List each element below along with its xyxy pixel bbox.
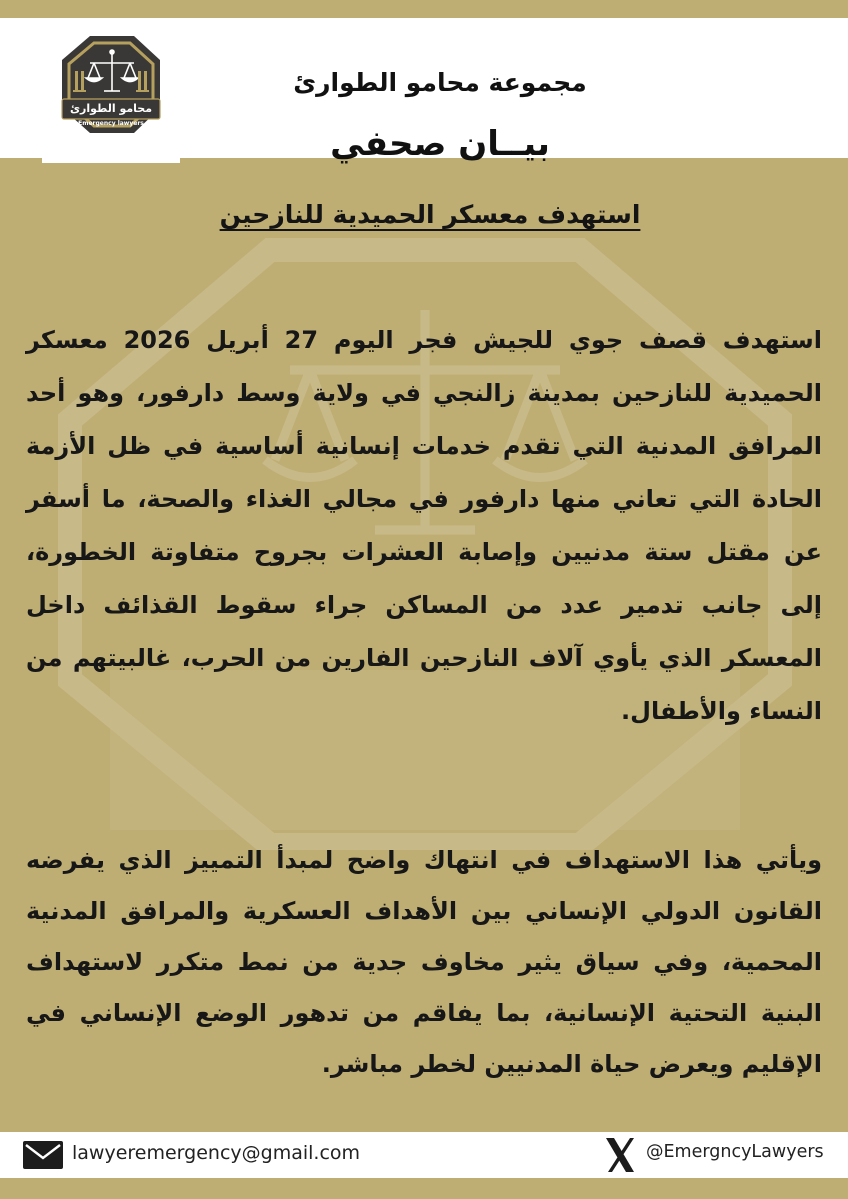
shield-logo-icon xyxy=(42,23,180,163)
logo-english-text: Emergency lawyers xyxy=(78,120,144,127)
x-logo-icon xyxy=(603,1136,637,1174)
headline: استهدف معسكر الحميدية للنازحين xyxy=(219,200,641,229)
logo-arabic-text: محامو الطوارئ xyxy=(69,102,153,115)
header-band xyxy=(0,18,848,164)
bottom-band xyxy=(0,1178,848,1199)
organization-name: مجموعة محامو الطوارئ xyxy=(293,68,587,97)
contact-email[interactable]: lawyeremergency@gmail.com xyxy=(72,1142,361,1164)
body-paragraph-2: ويأتي هذا الاستهداف في انتهاك واضح لمبدأ التمييز الذي يفرضه القانون الدولي الإنساني بين الأهداف العسكرية والمرافق المدنية المحمية، وفي سياق يثير مخاوف جدية من نمط متكرر لاستهداف البنية التحتية الإنسانية، بما يفاقم من تدهور الوضع الإنساني في الإقليم ويعرض حياة المدنيين لخطر مباشر. xyxy=(26,846,822,1078)
body-paragraph-1: استهدف قصف جوي للجيش فجر اليوم 27 أبريل 2026 معسكر الحميدية للنازحين بمدينة زالنجي في ولاية وسط دارفور، وهو أحد المرافق المدنية التي تقدم خدمات إنسانية أساسية في ظل الأزمة الحادة التي تعاني منها دارفور في مجالي الغذاء والصحة، ما أسفر عن مقتل ستة مدنيين وإصابة العشرات بجروح متفاوتة الخطورة، إلى جانب تدمير عدد من المساكن جراء سقوط القذائف داخل المعسكر الذي يأوي آلاف النازحين الفارين من الحرب، غالبيتهم من النساء والأطفال. xyxy=(26,326,823,725)
mail-icon xyxy=(22,1139,64,1171)
document-type: بيــان صحفي xyxy=(330,124,550,164)
x-handle[interactable]: @EmergncyLawyers xyxy=(646,1142,824,1162)
footer-band xyxy=(0,1132,848,1178)
organization-logo xyxy=(42,23,180,163)
top-band xyxy=(0,0,848,18)
